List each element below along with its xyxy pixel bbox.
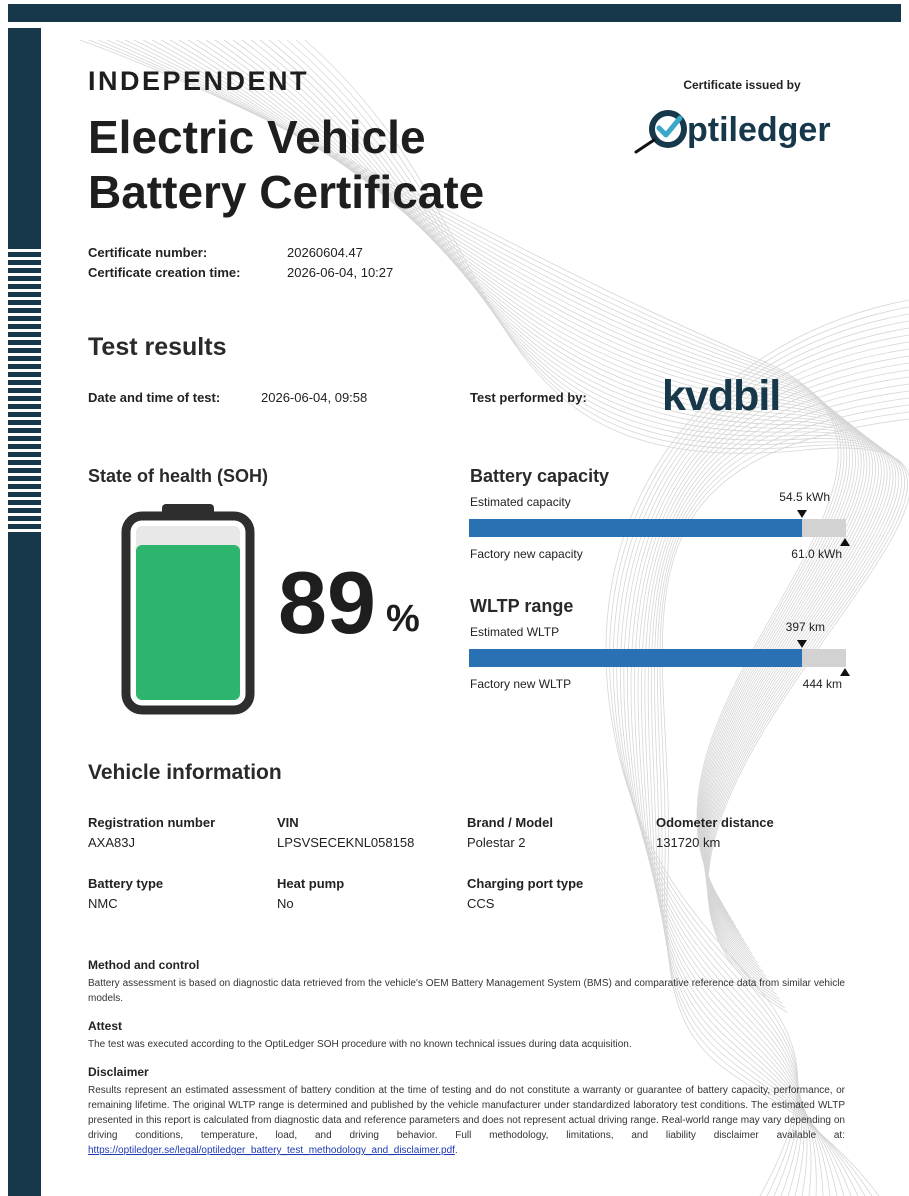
method-heading: Method and control: [88, 958, 200, 972]
wave-line: [654, 398, 909, 1196]
disclaimer-link[interactable]: https://optiledger.se/legal/optiledger_battery_test_methodology_and_disclaimer.pdf: [88, 1145, 455, 1156]
attest-text: The test was executed according to the OptiLedger SOH procedure with no known technical issues during data acquisition.: [88, 1039, 632, 1050]
wave-line: [648, 384, 909, 1196]
certificate-number-label: Certificate number:: [88, 245, 208, 260]
factory-capacity-marker: [840, 538, 850, 546]
wave-line: [613, 314, 909, 1196]
top-accent-bar: [8, 4, 901, 22]
vin-label: VIN: [277, 815, 299, 830]
disclaimer-body: Results represent an estimated assessment of battery condition at the time of testing and do not constitute a warranty or guarantee of battery capacity, performance, or remaining lifetime. The original WLTP range is determined and published by the vehicle manufacturer under standardized laboratory test conditions. The estimated WLTP presented in this report is calculated from diagnostic data and reference parameters and does not represent actual driving range. Real-world range may vary depending on driving conditions, temperature, load, and driving behavior. Full methodology, limitations, and liability disclaimer available at:: [88, 1085, 845, 1141]
optiledger-logo: [632, 104, 852, 160]
wave-line: [617, 321, 909, 1196]
heat-pump-label: Heat pump: [277, 876, 345, 891]
factory-capacity-value: 61.0 kWh: [791, 547, 842, 561]
disclaimer-heading: Disclaimer: [88, 1065, 149, 1079]
soh-unit: %: [386, 598, 420, 640]
wave-line: [620, 328, 909, 1196]
factory-capacity-label: Factory new capacity: [470, 547, 583, 561]
wave-line: [634, 356, 909, 1196]
factory-wltp-marker: [840, 668, 850, 676]
title-line-2: Battery Certificate: [88, 166, 485, 218]
heat-pump-value: No: [277, 896, 294, 911]
wave-line: [606, 300, 909, 1196]
estimated-capacity-value: 54.5 kWh: [779, 490, 830, 504]
estimated-wltp-value: 397 km: [785, 620, 825, 634]
wave-line: [624, 335, 909, 1196]
estimated-wltp-label: Estimated WLTP: [470, 625, 560, 639]
factory-wltp-label: Factory new WLTP: [470, 677, 572, 691]
battery-fill-level: [136, 545, 240, 700]
vehicle-info-heading: Vehicle information: [88, 761, 282, 784]
wltp-heading: WLTP range: [470, 596, 574, 616]
wave-line: [638, 363, 909, 1196]
factory-wltp-value: 444 km: [802, 677, 842, 691]
certificate-number-value: 20260604.47: [287, 245, 363, 260]
battery-capacity-heading: Battery capacity: [470, 466, 610, 486]
capacity-bar-fill: [469, 519, 802, 537]
header-kicker: INDEPENDENT: [88, 66, 310, 96]
wave-line: [627, 342, 909, 1196]
wave-line: [631, 349, 909, 1196]
odometer-label: Odometer distance: [656, 815, 774, 830]
wltp-bar: [469, 649, 846, 667]
certificate-creation-label: Certificate creation time:: [88, 265, 241, 280]
vin-value: LPSVSECEKNL058158: [277, 835, 415, 850]
optiledger-logo-mark: [632, 104, 852, 160]
disclaimer-text: [88, 1083, 845, 1158]
registration-label: Registration number: [88, 815, 216, 830]
odometer-value: 131720 km: [656, 835, 721, 850]
wave-line: [610, 307, 909, 1196]
charging-port-label: Charging port type: [467, 876, 584, 891]
side-accent-bar: [8, 28, 41, 1196]
soh-heading: State of health (SOH): [88, 466, 269, 486]
wltp-bar-fill: [469, 649, 802, 667]
wave-line: [651, 391, 909, 1196]
battery-type-label: Battery type: [88, 876, 164, 891]
soh-value: 89: [278, 553, 376, 652]
disclaimer-link-suffix: .: [454, 1145, 458, 1156]
brand-model-label: Brand / Model: [467, 815, 553, 830]
registration-value: AXA83J: [88, 835, 135, 850]
estimated-capacity-marker: [797, 510, 807, 518]
test-performed-by-label: Test performed by:: [470, 390, 587, 405]
kvdbil-logo: kvdbil: [662, 372, 781, 420]
battery-type-value: NMC: [88, 896, 118, 911]
battery-icon: [120, 502, 256, 716]
side-stripes: [8, 244, 41, 534]
test-results-heading: Test results: [88, 333, 227, 361]
capacity-bar: [469, 519, 846, 537]
estimated-capacity-label: Estimated capacity: [470, 495, 571, 509]
certificate-creation-value: 2026-06-04, 10:27: [287, 265, 394, 280]
estimated-wltp-marker: [797, 640, 807, 648]
optiledger-logo-text: ptiledger: [687, 111, 831, 149]
method-text: Battery assessment is based on diagnostic data retrieved from the vehicle's OEM Battery Management System (BMS) and comparative reference data from similar vehicle models.: [88, 978, 845, 1004]
page-title: [88, 110, 608, 220]
test-date-label: Date and time of test:: [88, 390, 221, 405]
brand-model-value: Polestar 2: [467, 835, 526, 850]
test-date-value: 2026-06-04, 09:58: [261, 390, 368, 405]
charging-port-value: CCS: [467, 896, 495, 911]
attest-heading: Attest: [88, 1019, 123, 1033]
title-line-1: Electric Vehicle: [88, 111, 426, 163]
issued-by-label: Certificate issued by: [683, 78, 801, 92]
